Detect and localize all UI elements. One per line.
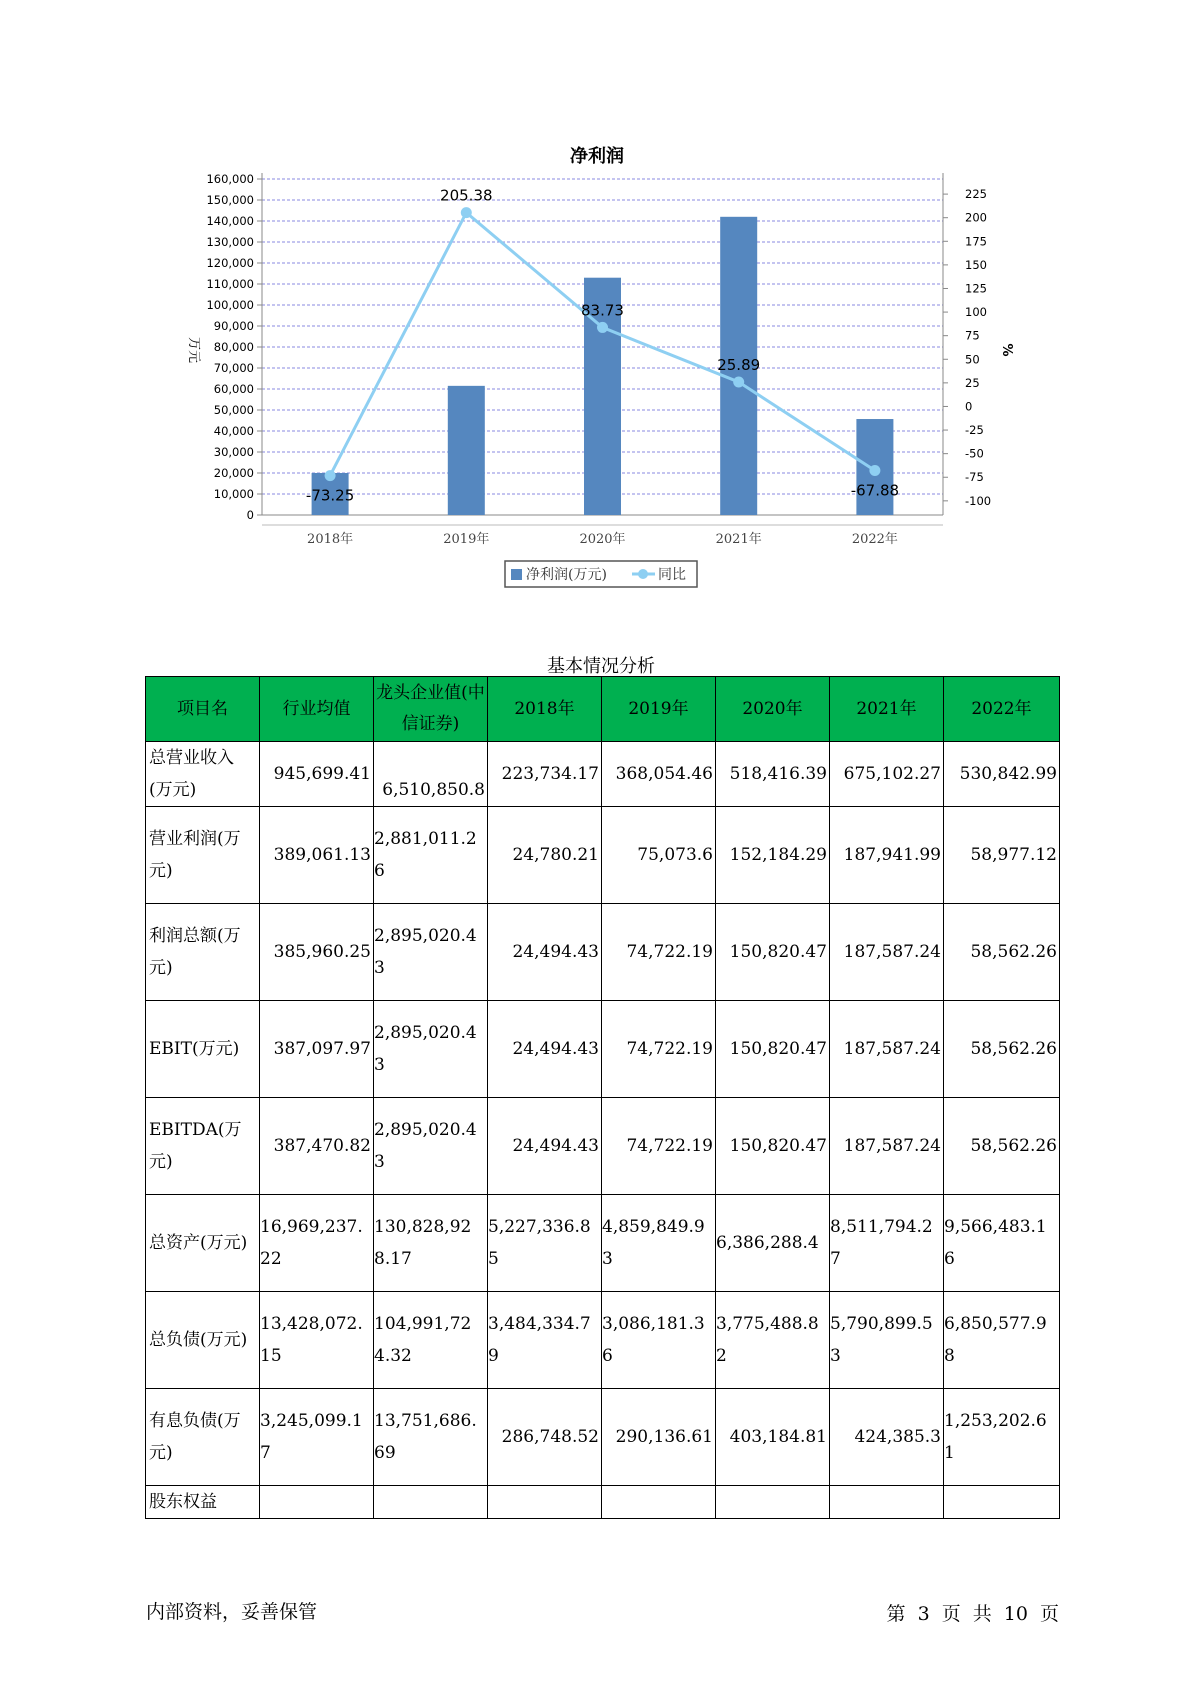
row-label: EBITDA(万元) <box>146 1098 260 1195</box>
table-cell: 187,587.24 <box>830 904 944 1001</box>
left-tick-label: 130,000 <box>206 235 254 249</box>
table-cell: 24,494.43 <box>488 1098 602 1195</box>
table-cell: 3,245,099.17 <box>260 1389 374 1486</box>
table-cell: 6,850,577.98 <box>944 1292 1060 1389</box>
table-cell: 152,184.29 <box>716 807 830 904</box>
table-cell: 5,790,899.53 <box>830 1292 944 1389</box>
table-row <box>146 807 1060 904</box>
left-tick-label: 20,000 <box>213 466 254 480</box>
table-cell: 223,734.17 <box>488 742 602 807</box>
right-tick-label: 75 <box>965 328 980 343</box>
table-cell: 13,428,072.15 <box>260 1292 374 1389</box>
table-cell: 150,820.47 <box>716 1001 830 1098</box>
table-cell: 187,941.99 <box>830 807 944 904</box>
table-row <box>146 904 1060 1001</box>
left-tick-label: 10,000 <box>213 487 254 501</box>
table-cell: 385,960.25 <box>260 904 374 1001</box>
table-cell: 58,562.26 <box>944 904 1060 1001</box>
left-tick-label: 150,000 <box>206 193 254 207</box>
line-point <box>325 470 336 481</box>
table-row <box>146 1098 1060 1195</box>
line-point <box>597 322 608 333</box>
data-label: 83.73 <box>581 301 624 320</box>
table-cell <box>488 1486 602 1519</box>
table-cell <box>944 1486 1060 1519</box>
x-tick-label: 2022年 <box>851 532 898 547</box>
line-point <box>733 377 744 388</box>
table-cell: 3,484,334.79 <box>488 1292 602 1389</box>
table-cell: 150,820.47 <box>716 904 830 1001</box>
right-tick-label: -25 <box>965 423 984 438</box>
left-tick-label: 0 <box>246 508 254 522</box>
left-tick-label: 110,000 <box>206 277 254 291</box>
table-cell <box>602 1486 716 1519</box>
footer-confidential-note: 内部资料，妥善保管 <box>146 1601 318 1623</box>
table-row <box>146 742 1060 807</box>
right-tick-label: 50 <box>965 352 980 367</box>
table-cell: 389,061.13 <box>260 807 374 904</box>
right-tick-label: 175 <box>965 234 987 249</box>
right-tick-label: 125 <box>965 281 987 296</box>
table-row <box>146 1195 1060 1292</box>
table-cell: 518,416.39 <box>716 742 830 807</box>
data-label: 205.38 <box>440 186 493 205</box>
table-cell: 130,828,928.17 <box>374 1195 488 1292</box>
left-axis-title: 万元 <box>186 336 201 364</box>
right-tick-label: -100 <box>965 493 992 508</box>
left-tick-label: 80,000 <box>213 340 254 354</box>
net-profit-chart <box>0 0 1191 600</box>
legend-line-marker <box>638 569 648 579</box>
data-label: 25.89 <box>717 356 761 375</box>
left-tick-label: 60,000 <box>213 382 254 396</box>
x-tick-label: 2021年 <box>715 532 762 547</box>
table-cell: 286,748.52 <box>488 1389 602 1486</box>
table-row <box>146 1292 1060 1389</box>
table-cell: 3,775,488.82 <box>716 1292 830 1389</box>
basic-analysis-table <box>145 676 1060 1519</box>
x-tick-label: 2019年 <box>443 532 490 547</box>
table-cell: 403,184.81 <box>716 1389 830 1486</box>
table-cell: 424,385.3 <box>830 1389 944 1486</box>
header-cell: 2021年 <box>830 677 944 742</box>
header-cell: 2022年 <box>944 677 1060 742</box>
table-cell: 2,881,011.26 <box>374 807 488 904</box>
right-axis-title: % <box>999 343 1014 357</box>
row-label: 有息负债(万元) <box>146 1389 260 1486</box>
table-cell: 290,136.61 <box>602 1389 716 1486</box>
row-label: 总资产(万元) <box>146 1195 260 1292</box>
table-cell: 104,991,724.32 <box>374 1292 488 1389</box>
table-cell: 16,969,237.22 <box>260 1195 374 1292</box>
table-cell: 13,751,686.69 <box>374 1389 488 1486</box>
left-tick-label: 90,000 <box>213 319 254 333</box>
table-cell <box>260 1486 374 1519</box>
header-cell: 2018年 <box>488 677 602 742</box>
right-tick-label: 200 <box>965 210 987 225</box>
right-tick-label: -75 <box>965 470 984 485</box>
table-cell: 58,977.12 <box>944 807 1060 904</box>
line-point <box>461 207 472 218</box>
row-label: 总营业收入(万元) <box>146 742 260 807</box>
row-label: 总负债(万元) <box>146 1292 260 1389</box>
table-cell: 24,494.43 <box>488 904 602 1001</box>
table-cell: 387,470.82 <box>260 1098 374 1195</box>
footer-page-number: 第 3 页 共 10 页 <box>886 1603 1059 1625</box>
x-tick-label: 2018年 <box>307 532 354 547</box>
legend-bar-swatch <box>511 569 522 580</box>
table-cell: 2,895,020.43 <box>374 904 488 1001</box>
table-cell: 945,699.41 <box>260 742 374 807</box>
table-cell: 8,511,794.27 <box>830 1195 944 1292</box>
table-cell: 24,494.43 <box>488 1001 602 1098</box>
header-cell: 2019年 <box>602 677 716 742</box>
row-label: 营业利润(万元) <box>146 807 260 904</box>
left-tick-label: 70,000 <box>213 361 254 375</box>
table-cell: 4,859,849.93 <box>602 1195 716 1292</box>
table-cell: 150,820.47 <box>716 1098 830 1195</box>
left-tick-label: 50,000 <box>213 403 254 417</box>
table-cell: 74,722.19 <box>602 1098 716 1195</box>
bar-net-profit <box>448 386 485 515</box>
table-cell: 530,842.99 <box>944 742 1060 807</box>
left-tick-label: 120,000 <box>206 256 254 270</box>
left-tick-label: 40,000 <box>213 424 254 438</box>
data-label: -73.25 <box>305 486 355 505</box>
table-row <box>146 1001 1060 1098</box>
left-tick-label: 100,000 <box>206 298 254 312</box>
table-cell: 5,227,336.85 <box>488 1195 602 1292</box>
legend-bar-label: 净利润(万元) <box>526 567 607 583</box>
left-tick-label: 160,000 <box>206 172 254 186</box>
right-tick-label: 0 <box>965 399 973 414</box>
table-cell: 58,562.26 <box>944 1001 1060 1098</box>
table-cell: 2,895,020.43 <box>374 1001 488 1098</box>
left-tick-label: 140,000 <box>206 214 254 228</box>
table-cell <box>830 1486 944 1519</box>
table-cell: 6,510,850.8 <box>374 742 488 807</box>
table-cell: 74,722.19 <box>602 904 716 1001</box>
x-tick-label: 2020年 <box>579 532 626 547</box>
table-cell: 2,895,020.43 <box>374 1098 488 1195</box>
table-cell: 58,562.26 <box>944 1098 1060 1195</box>
table-cell: 3,086,181.36 <box>602 1292 716 1389</box>
table-row <box>146 1486 1060 1519</box>
table-row <box>146 1389 1060 1486</box>
header-cell: 行业均值 <box>260 677 374 742</box>
table-cell: 368,054.46 <box>602 742 716 807</box>
table-cell: 1,253,202.61 <box>944 1389 1060 1486</box>
header-cell: 项目名 <box>146 677 260 742</box>
right-tick-label: -50 <box>965 446 984 461</box>
right-tick-label: 100 <box>965 305 987 320</box>
table-cell: 675,102.27 <box>830 742 944 807</box>
right-tick-label: 225 <box>965 187 987 202</box>
row-label: 股东权益 <box>146 1486 260 1519</box>
right-tick-label: 150 <box>965 257 987 272</box>
table-caption: 基本情况分析 <box>547 656 655 677</box>
table-cell: 187,587.24 <box>830 1098 944 1195</box>
row-label: EBIT(万元) <box>146 1001 260 1098</box>
table-header-row <box>146 677 1060 742</box>
table-cell: 75,073.6 <box>602 807 716 904</box>
left-tick-label: 30,000 <box>213 445 254 459</box>
line-point <box>869 465 880 476</box>
table-cell: 9,566,483.16 <box>944 1195 1060 1292</box>
table-cell: 6,386,288.4 <box>716 1195 830 1292</box>
table-cell: 24,780.21 <box>488 807 602 904</box>
header-cell: 龙头企业值(中信证券) <box>374 677 488 742</box>
header-cell: 2020年 <box>716 677 830 742</box>
table-cell <box>716 1486 830 1519</box>
table-cell <box>374 1486 488 1519</box>
legend-line-label: 同比 <box>658 567 686 583</box>
data-label: -67.88 <box>850 481 900 500</box>
table-cell: 187,587.24 <box>830 1001 944 1098</box>
right-tick-label: 25 <box>965 375 980 390</box>
table-cell: 387,097.97 <box>260 1001 374 1098</box>
row-label: 利润总额(万元) <box>146 904 260 1001</box>
table-cell: 74,722.19 <box>602 1001 716 1098</box>
chart-title: 净利润 <box>570 146 624 167</box>
